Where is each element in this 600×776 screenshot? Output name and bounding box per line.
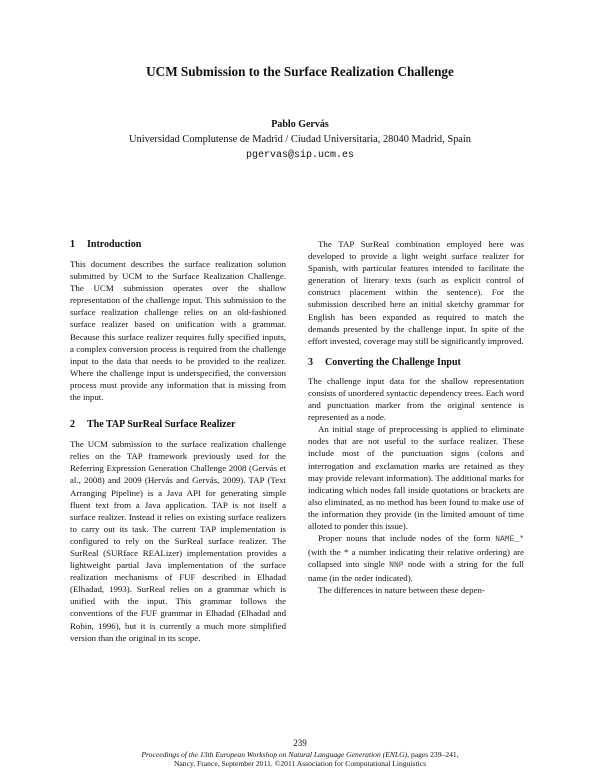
footer-copyright: Nancy, France, September 2011. ©2011 Association for Computational Linguistics xyxy=(173,759,427,769)
section-2-title: The TAP SurReal Surface Realizer xyxy=(87,419,236,431)
section-1-title: Introduction xyxy=(87,239,142,250)
section-1-paragraph-1: This document describes the surface realization solution submitted by UCM to the Surface Realization Challenge. The UCM submission operates over the shallow representation of the challenge input. This submission to the surface realization challenge relies on an old-fashioned surface realizer based on unification with a grammar. Because this surface realizer requires fully specified inputs, a complex conversion process is required from the challenge input to the data that needs to be provided to the realizer. Where the challenge input is underspecified, the conversion process must provide any information that is missing from the input. xyxy=(70,259,286,403)
section-3-paragraph-2: An initial stage of preprocessing is applied to eliminate nodes that are not useful to the surface realizer. These include most of the punctuation signs (colons and interrogation and exclamation marks are retained as they may provide relevant information). The additional marks for indicating which nodes fall inside quotations or brackets are also eliminated, as no method has been found to make use of the information they provide (in the limited amount of time alloted to ponder this issue). xyxy=(308,424,524,531)
section-1-number: 1 xyxy=(70,239,75,250)
section-3-paragraph-1: The challenge input data for the shallow representation consists of unordered syntactic dependency trees. Each word and punctuation marker from the original sentence is represented as a node. xyxy=(308,375,524,423)
section-3-heading xyxy=(308,356,524,369)
proceedings-footer xyxy=(0,750,600,769)
p3-text-a: Proper nouns that include nodes of the form xyxy=(318,533,491,544)
section-2-heading xyxy=(70,418,286,431)
section-3-number: 3 xyxy=(308,356,313,368)
paper-title: UCM Submission to the Surface Realization Challenge xyxy=(146,64,454,79)
right-column xyxy=(308,238,524,597)
section-2-paragraph-2: The TAP SurReal combination employed here was developed to provide a light weight surface realizer for Spanish, with particular features intended to facilitate the generation of literary texts (such as explicit control of construct placement within the sentence). For the submission described here an initial sketchy grammar for English has been expanded as required to match the demands presented by the challenge input. In spite of the effort invested, coverage may still be significantly improved. xyxy=(308,239,524,346)
p3-text-b: (with the * a number indicating their relative ordering) are collapsed into single xyxy=(308,547,524,570)
author-email[interactable]: pgervas@sip.ucm.es xyxy=(245,150,355,161)
page-number: 239 xyxy=(293,738,307,748)
footer-venue: Proceedings of the 13th European Workshop on Natural Language Generation (ENLG) xyxy=(141,750,408,759)
section-3-title: Converting the Challenge Input xyxy=(325,356,461,368)
p3-code-name: NAME_* xyxy=(495,535,524,545)
p3-text-c: node with a string for the full name (in the order indicated). xyxy=(308,559,524,584)
footer-pages: , pages 239–241, xyxy=(407,750,459,759)
section-1-heading xyxy=(70,238,286,251)
author-affiliation: Universidad Complutense de Madrid / Ciudad Universitaria, 28040 Madrid, Spain xyxy=(129,134,471,145)
author-name: Pablo Gervás xyxy=(271,119,329,130)
section-3-paragraph-3 xyxy=(308,532,524,584)
section-2-paragraph-1: The UCM submission to the surface realization challenge relies on the TAP framework previously used for the Referring Expression Generation Challenge 2008 (Gervás et al., 2008) and 2009 (Hervás and Gervás, 2009). TAP (Text Arranging Pipeline) is a Java API for generating simple fluent text from a Java application. TAP is not itself a surface realizer. Instead it relies on existing surface realizers to carry out its task. The current TAP implementation is configured to rely on the SurReal surface realizer. The SurReal (SURface REALizer) implementation provides a lightweight partial Java implementation of the surface realization mechanisms of FUF described in Elhadad (Elhadad, 1993). SurReal relies on a grammar which is unified with the input. This grammar follows the conventions of the FUF grammar in Elhadad (Elhadad and Robin, 1996), but it is currently a much more simplified version than the original in its scope. xyxy=(70,439,286,643)
p3-code-nnp: NNP xyxy=(389,561,404,571)
section-3-paragraph-4: The differences in nature between these depen- xyxy=(318,585,485,596)
left-column xyxy=(70,238,286,644)
section-2-number: 2 xyxy=(70,419,75,431)
